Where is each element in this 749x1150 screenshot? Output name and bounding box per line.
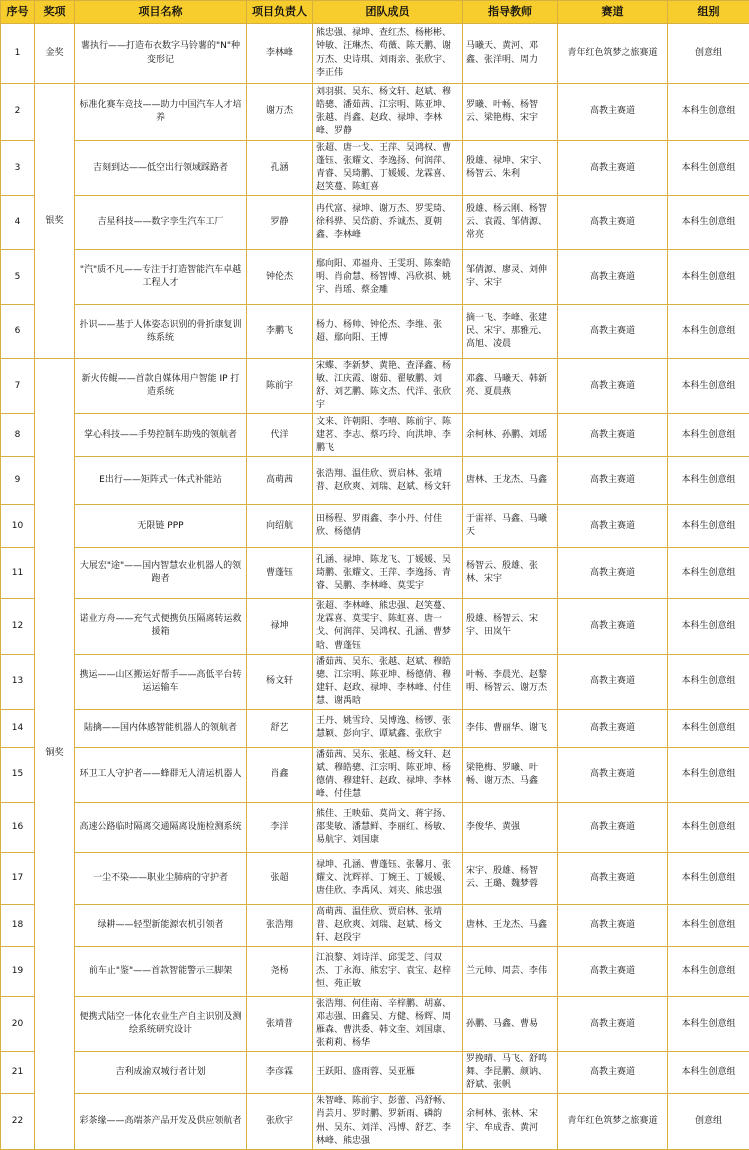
- track: 高教主赛道: [558, 997, 668, 1052]
- group: 本科生创意组: [668, 196, 749, 250]
- mentors: 马曦天、黄河、邓鑫、张洋明、周力: [463, 24, 558, 84]
- team-members: 王丹、姚雪玲、吴博逸、杨锣、张慧颖、彭向宇、谭斌鑫、张欣宇: [313, 709, 463, 747]
- award-level: 银奖: [35, 84, 75, 359]
- table-row: [1, 997, 749, 1052]
- mentors: 叶畅、李晨光、赵黎明、杨智云、谢万杰: [463, 654, 558, 709]
- group: 本科生创意组: [668, 599, 749, 654]
- award-level: 铜奖: [35, 359, 75, 1149]
- team-members: 刘羽骐、吴东、杨文轩、赵斌、穆皓骢、潘茹茜、江宗明、陈亚坤、张越、肖鑫、赵政、禄坤、李林峰、罗静: [313, 84, 463, 141]
- mentors: 殷雄、杨云刚、杨智云、袁霞、邹倩源、常亮: [463, 196, 558, 250]
- team-members: 张浩翔、何佳南、辛梓鹏、胡嘉、邓志强、田鑫吴、方健、杨辉、周雁森、曹洪委、韩文奎、刘国康、张莉莉、杨华: [313, 997, 463, 1052]
- project-leader: 孔涵: [247, 141, 313, 196]
- project-name: 扑识——基于人体姿态识别的骨折康复训练系统: [75, 305, 247, 359]
- mentors: 邹倩源、廖灵、刘伸宇、宋宇: [463, 250, 558, 305]
- table-row: [1, 250, 749, 305]
- project-name: 高速公路临时隔离交通隔离设施检测系统: [75, 802, 247, 852]
- table-row: [1, 414, 749, 457]
- team-members: 熊佳、王映茹、莫尚文、蒋宇扬、邵斐敏、潘慧鲜、李丽红、杨敏、易航宇、刘国康: [313, 802, 463, 852]
- team-members: 朱智峰、陈前宇、彭蕾、冯舒畅、肖芸月、罗时鹏、罗新雨、磷韵州、吴东、刘洋、冯博、舒艺、李林峰、熊忠强: [313, 1094, 463, 1149]
- track: 高教主赛道: [558, 305, 668, 359]
- track: 高教主赛道: [558, 852, 668, 904]
- row-number: 7: [1, 359, 35, 414]
- header-track: 赛道: [558, 1, 668, 24]
- row-number: 9: [1, 457, 35, 505]
- project-name: 标准化赛车竞技——助力中国汽车人才培养: [75, 84, 247, 141]
- mentors: 殷雄、杨智云、宋宇、田岚午: [463, 599, 558, 654]
- team-members: 高萌茜、温佳欣、贾启林、张靖普、赵欣爽、刘瑞、赵斌、杨文轩、赵段宇: [313, 904, 463, 946]
- table-row: [1, 359, 749, 414]
- table-row: [1, 548, 749, 599]
- track: 高教主赛道: [558, 947, 668, 997]
- project-leader: 杨文轩: [247, 654, 313, 709]
- mentors: 余柯林、张林、宋宇、牟成香、黄河: [463, 1094, 558, 1149]
- header-row: [1, 1, 749, 24]
- project-name: 诺业方舟——充气式便携负压隔离转运救援箱: [75, 599, 247, 654]
- project-leader: 向绍航: [247, 505, 313, 548]
- project-leader: 曹蓬钰: [247, 548, 313, 599]
- track: 高教主赛道: [558, 359, 668, 414]
- group: 本科生创意组: [668, 305, 749, 359]
- track: 高教主赛道: [558, 747, 668, 802]
- mentors: 梁艳梅、罗曦、叶畅、谢万杰、马鑫: [463, 747, 558, 802]
- team-members: 孔涵、禄坤、陈龙飞、丁媛媛、吴琦鹏、张耀文、王萍、李逸扬、青睿、吴鹏、李林峰、莫雯宇: [313, 548, 463, 599]
- row-number: 13: [1, 654, 35, 709]
- track: 青年红色筑梦之旅赛道: [558, 24, 668, 84]
- table-row: [1, 904, 749, 946]
- table-row: [1, 457, 749, 505]
- header-mentor: 指导教师: [463, 1, 558, 24]
- project-name: "汽"质不凡——专注于打造智能汽车卓越工程人才: [75, 250, 247, 305]
- row-number: 21: [1, 1052, 35, 1094]
- group: 本科生创意组: [668, 548, 749, 599]
- track: 高教主赛道: [558, 654, 668, 709]
- track: 高教主赛道: [558, 802, 668, 852]
- team-members: 张超、唐一戈、王萍、吴鸿权、曹蓬钰、张耀文、李逸扬、何润萍、青睿、吴琦鹏、丁媛媛、龙霖喜、赵笑蔓、陈虹喜: [313, 141, 463, 196]
- group: 创意组: [668, 1094, 749, 1149]
- row-number: 10: [1, 505, 35, 548]
- project-leader: 张浩翔: [247, 904, 313, 946]
- mentors: 摘一飞、李峰、张建民、宋宇、那雅元、高旭、凌晨: [463, 305, 558, 359]
- track: 高教主赛道: [558, 505, 668, 548]
- row-number: 17: [1, 852, 35, 904]
- project-name: E出行——矩阵式一体式补能站: [75, 457, 247, 505]
- row-number: 18: [1, 904, 35, 946]
- project-name: 绿耕——轻型新能源农机引领者: [75, 904, 247, 946]
- project-name: 陆擒——国内体感智能机器人的领航者: [75, 709, 247, 747]
- track: 高教主赛道: [558, 548, 668, 599]
- track: 高教主赛道: [558, 709, 668, 747]
- header-group: 组别: [668, 1, 749, 24]
- row-number: 15: [1, 747, 35, 802]
- mentors: 宋宇、殷雄、杨智云、王璐、魏梦蓉: [463, 852, 558, 904]
- project-name: 便携式陆空一体化农业生产自主识别及测绘系统研究设计: [75, 997, 247, 1052]
- team-members: 禄坤、孔涵、曹蓬钰、张馨月、张耀文、沈辉祥、丁婉王、丁媛媛、唐佳欣、李禹风、刘夹、熊忠强: [313, 852, 463, 904]
- project-name: 携运——山区搬运好帮手——高低平台转运运输车: [75, 654, 247, 709]
- project-leader: 谢万杰: [247, 84, 313, 141]
- track: 高教主赛道: [558, 599, 668, 654]
- row-number: 22: [1, 1094, 35, 1149]
- track: 高教主赛道: [558, 904, 668, 946]
- team-members: 鄢向阳、邓福舟、王雯玥、陈秦皓明、肖俞慧、杨智博、冯欣祺、姚宇、肖瑶、蔡金雕: [313, 250, 463, 305]
- team-members: 江浪黎、刘诗洋、邱雯芝、闫双杰、丁永海、熊宏宇、袁宝、赵梓恒、苑正敏: [313, 947, 463, 997]
- track: 高教主赛道: [558, 457, 668, 505]
- track: 高教主赛道: [558, 141, 668, 196]
- project-name: 环卫工人守护者——蜂群无人清运机器人: [75, 747, 247, 802]
- row-number: 16: [1, 802, 35, 852]
- track: 青年红色筑梦之旅赛道: [558, 1094, 668, 1149]
- team-members: 宋蝶、李新梦、黄艳、查泽鑫、杨敏、江庆霞、谢茹、翟敏鹏、刘舒、刘艺鹏、陈文杰、代洋、张欣宇: [313, 359, 463, 414]
- mentors: 于雷祥、马鑫、马曦天: [463, 505, 558, 548]
- row-number: 5: [1, 250, 35, 305]
- project-leader: 张超: [247, 852, 313, 904]
- group: 本科生创意组: [668, 84, 749, 141]
- mentors: 兰元帅、周芸、李伟: [463, 947, 558, 997]
- table-row: [1, 84, 749, 141]
- project-name: 新火传鲲——首款自媒体用户智能 IP 打造系统: [75, 359, 247, 414]
- project-name: 无限链 PPP: [75, 505, 247, 548]
- track: 高教主赛道: [558, 196, 668, 250]
- table-row: [1, 305, 749, 359]
- project-leader: 舒艺: [247, 709, 313, 747]
- project-name: 前车止"鉴"——首款智能警示三脚架: [75, 947, 247, 997]
- row-number: 14: [1, 709, 35, 747]
- row-number: 1: [1, 24, 35, 84]
- project-name: 大展宏"途"——国内智慧农业机器人的领跑者: [75, 548, 247, 599]
- mentors: 殷雄、禄坤、宋宇、杨智云、朱利: [463, 141, 558, 196]
- mentors: 杨智云、殷雄、张林、宋宇: [463, 548, 558, 599]
- team-members: 张超、李林峰、熊忠强、赵笑蔓、龙霖喜、莫雯宇、陈虹喜、唐一戈、何润萍、吴鸿权、孔涵、曹梦晗、曹蓬钰: [313, 599, 463, 654]
- row-number: 6: [1, 305, 35, 359]
- header-no: 序号: [1, 1, 35, 24]
- project-name: 吉星科技——数字孪生汽车工厂: [75, 196, 247, 250]
- project-leader: 代洋: [247, 414, 313, 457]
- project-leader: 李洋: [247, 802, 313, 852]
- row-number: 20: [1, 997, 35, 1052]
- group: 本科生创意组: [668, 709, 749, 747]
- group: 本科生创意组: [668, 904, 749, 946]
- table-row: [1, 709, 749, 747]
- team-members: 潘茹茜、吴东、张越、杨文轩、赵斌、穆皓骢、江宗明、陈亚坤、杨德倩、穆建轩、赵政、禄坤、李林峰、付佳慧: [313, 747, 463, 802]
- group: 本科生创意组: [668, 802, 749, 852]
- project-leader: 张靖普: [247, 997, 313, 1052]
- header-team: 团队成员: [313, 1, 463, 24]
- team-members: 王跃阳、盛雨蓉、吴亚雁: [313, 1052, 463, 1094]
- table-body: [1, 24, 749, 1150]
- table-row: [1, 196, 749, 250]
- table-row: [1, 947, 749, 997]
- project-leader: 李林峰: [247, 24, 313, 84]
- row-number: 3: [1, 141, 35, 196]
- project-leader: 李鹏飞: [247, 305, 313, 359]
- track: 高教主赛道: [558, 414, 668, 457]
- project-leader: 肖鑫: [247, 747, 313, 802]
- table-row: [1, 141, 749, 196]
- team-members: 熊忠强、禄坤、查红杰、杨彬彬、钟敏、汪琳杰、苟薇、陈天鹏、谢万杰、史诗琪、刘雨亲、张欣宇、李正伟: [313, 24, 463, 84]
- group: 本科生创意组: [668, 852, 749, 904]
- group: 本科生创意组: [668, 505, 749, 548]
- mentors: 李俊华、黄强: [463, 802, 558, 852]
- mentors: 余柯林、孙鹏、刘瑶: [463, 414, 558, 457]
- mentors: 孙鹏、马鑫、曹易: [463, 997, 558, 1052]
- header-leader: 项目负责人: [247, 1, 313, 24]
- table-row: [1, 505, 749, 548]
- table-row: [1, 747, 749, 802]
- group: 本科生创意组: [668, 414, 749, 457]
- row-number: 2: [1, 84, 35, 141]
- track: 高教主赛道: [558, 250, 668, 305]
- mentors: 罗挽晴、马飞、舒鸣舞、李昆鹏、颜讷、舒斌、张帆: [463, 1052, 558, 1094]
- mentors: 李伟、曹丽华、谢飞: [463, 709, 558, 747]
- project-name: 掌心科技——手势控制车助残的领航者: [75, 414, 247, 457]
- table-row: [1, 1052, 749, 1094]
- project-leader: 李彦霖: [247, 1052, 313, 1094]
- table-row: [1, 654, 749, 709]
- mentors: 邓鑫、马曦天、韩新亮、夏晨燕: [463, 359, 558, 414]
- row-number: 12: [1, 599, 35, 654]
- group: 本科生创意组: [668, 359, 749, 414]
- team-members: 田杨程、罗雨鑫、李小丹、付佳欣、杨德倩: [313, 505, 463, 548]
- header-award: 奖项: [35, 1, 75, 24]
- team-members: 杨力、杨帅、钟伦杰、李维、张超、鄢向阳、王博: [313, 305, 463, 359]
- group: 本科生创意组: [668, 947, 749, 997]
- group: 本科生创意组: [668, 654, 749, 709]
- project-leader: 罗静: [247, 196, 313, 250]
- project-leader: 钟伦杰: [247, 250, 313, 305]
- group: 本科生创意组: [668, 457, 749, 505]
- table-row: [1, 802, 749, 852]
- table-row: [1, 599, 749, 654]
- group: 本科生创意组: [668, 747, 749, 802]
- table-row: [1, 24, 749, 84]
- track: 高教主赛道: [558, 84, 668, 141]
- header-project-name: 项目名称: [75, 1, 247, 24]
- row-number: 19: [1, 947, 35, 997]
- project-leader: 尧杨: [247, 947, 313, 997]
- mentors: 唐林、王龙杰、马鑫: [463, 457, 558, 505]
- table-row: [1, 852, 749, 904]
- project-name: 吉刻到达——低空出行领域踩路者: [75, 141, 247, 196]
- project-leader: 陈前宇: [247, 359, 313, 414]
- mentors: 唐林、王龙杰、马鑫: [463, 904, 558, 946]
- project-name: 彩茶缘——高端茶产品开发及供应领航者: [75, 1094, 247, 1149]
- project-name: 吉利成渝双城行者计划: [75, 1052, 247, 1094]
- track: 高教主赛道: [558, 1052, 668, 1094]
- group: 创意组: [668, 24, 749, 84]
- project-name: 一尘不染——职业尘肺病的守护者: [75, 852, 247, 904]
- row-number: 4: [1, 196, 35, 250]
- group: 本科生创意组: [668, 250, 749, 305]
- team-members: 文来、许朝阳、李嘻、陈前宇、陈建茗、李志、蔡巧玲、向洪坤、李鹏飞: [313, 414, 463, 457]
- row-number: 8: [1, 414, 35, 457]
- award-level: 金奖: [35, 24, 75, 84]
- team-members: 张浩翔、温佳欣、贾启林、张靖普、赵欣爽、刘瑞、赵斌、杨文轩: [313, 457, 463, 505]
- group: 本科生创意组: [668, 141, 749, 196]
- table-row: [1, 1094, 749, 1149]
- group: 本科生创意组: [668, 997, 749, 1052]
- project-leader: 张欣宇: [247, 1094, 313, 1149]
- row-number: 11: [1, 548, 35, 599]
- team-members: 潘茹茜、吴东、张越、赵斌、穆皓骢、江宗明、陈亚坤、杨德倩、穆建轩、赵政、禄坤、李林峰、付佳慧、谢禹晗: [313, 654, 463, 709]
- group: 本科生创意组: [668, 1052, 749, 1094]
- team-members: 冉代富、禄坤、谢万杰、罗雯琦、徐科骅、吴岱蔚、乔诚杰、夏朝鑫、李林峰: [313, 196, 463, 250]
- project-leader: 高萌茜: [247, 457, 313, 505]
- project-name: 薯执行——打造布衣数字马铃薯的"N"种变形记: [75, 24, 247, 84]
- project-leader: 禄坤: [247, 599, 313, 654]
- mentors: 罗曦、叶畅、杨智云、梁艳梅、宋宇: [463, 84, 558, 141]
